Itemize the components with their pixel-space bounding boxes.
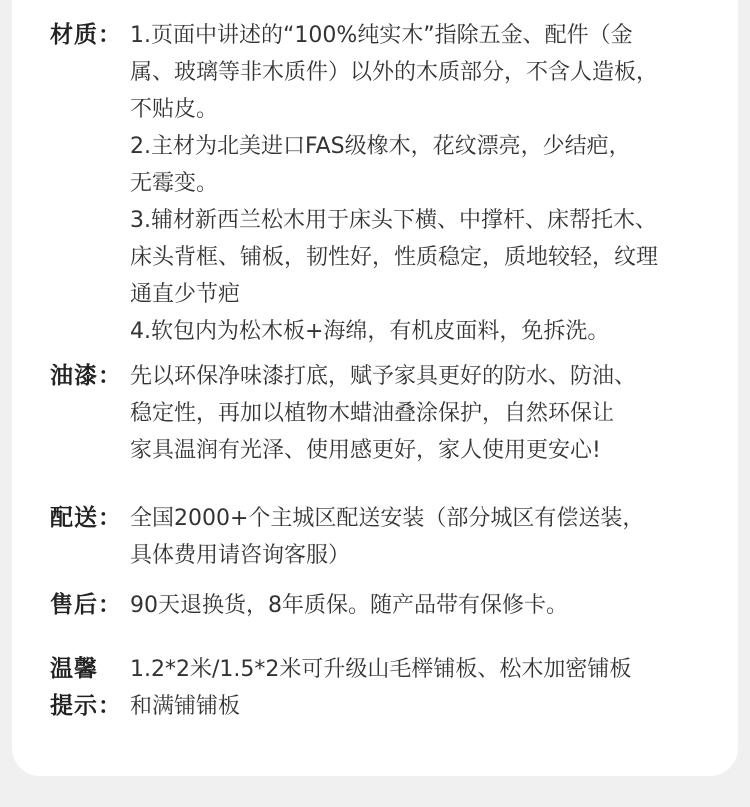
- text-line: 通直少节疤: [130, 282, 241, 307]
- delivery-section: [50, 500, 730, 574]
- text-line: 90天退换货，8年质保。随产品带有保修卡。: [130, 593, 568, 618]
- aftersale-text: [130, 587, 730, 624]
- text-line: 床头背框、铺板，韧性好，性质稳定，质地较轻，纹理: [130, 245, 659, 270]
- text-line: 2.主材为北美进口FAS级橡木，花纹漂亮，少结疤，: [130, 134, 631, 159]
- aftersale-section: [50, 587, 730, 624]
- text-line: 无霉变。: [130, 171, 219, 196]
- text-line: 和满铺铺板: [130, 694, 241, 719]
- text-line: 家具温润有光泽、使用感更好，家人使用更安心!: [130, 438, 601, 463]
- text-line: 全国2000+个主城区配送安装（部分城区有偿送装，: [130, 506, 645, 531]
- material-label: 材质：: [50, 22, 122, 48]
- text-line: 不贴皮。: [130, 97, 219, 122]
- aftersale-label: 售后：: [50, 592, 122, 618]
- tips-label: [50, 651, 130, 725]
- text-line: 先以环保净味漆打底，赋予家具更好的防水、防油、: [130, 364, 637, 389]
- material-text: [130, 17, 730, 350]
- text-line: 4.软包内为松木板+海绵，有机皮面料，免拆洗。: [130, 319, 610, 344]
- text-line: 1.页面中讲述的“100%纯实木”指除五金、配件（金: [130, 23, 633, 48]
- text-line: 属、玻璃等非木质件）以外的木质部分，不含人造板，: [130, 60, 659, 85]
- tips-text: [130, 651, 730, 725]
- material-section: [50, 17, 730, 350]
- tips-label-line: 提示：: [50, 693, 122, 719]
- tips-label-line: 温馨: [50, 656, 98, 682]
- text-line: 3.辅材新西兰松木用于床头下横、中撑杆、床帮托木、: [130, 208, 657, 233]
- delivery-label: 配送：: [50, 505, 122, 531]
- delivery-text: [130, 500, 730, 574]
- tips-section: [50, 651, 730, 725]
- text-line: 具体费用请咨询客服）: [130, 543, 351, 568]
- text-line: 稳定性，再加以植物木蜡油叠涂保护，自然环保让: [130, 401, 615, 426]
- paint-text: [130, 358, 730, 469]
- paint-section: [50, 358, 730, 469]
- product-info-card: [12, 0, 738, 776]
- paint-label: 油漆：: [50, 363, 122, 389]
- text-line: 1.2*2米/1.5*2米可升级山毛榉铺板、松木加密铺板: [130, 657, 632, 682]
